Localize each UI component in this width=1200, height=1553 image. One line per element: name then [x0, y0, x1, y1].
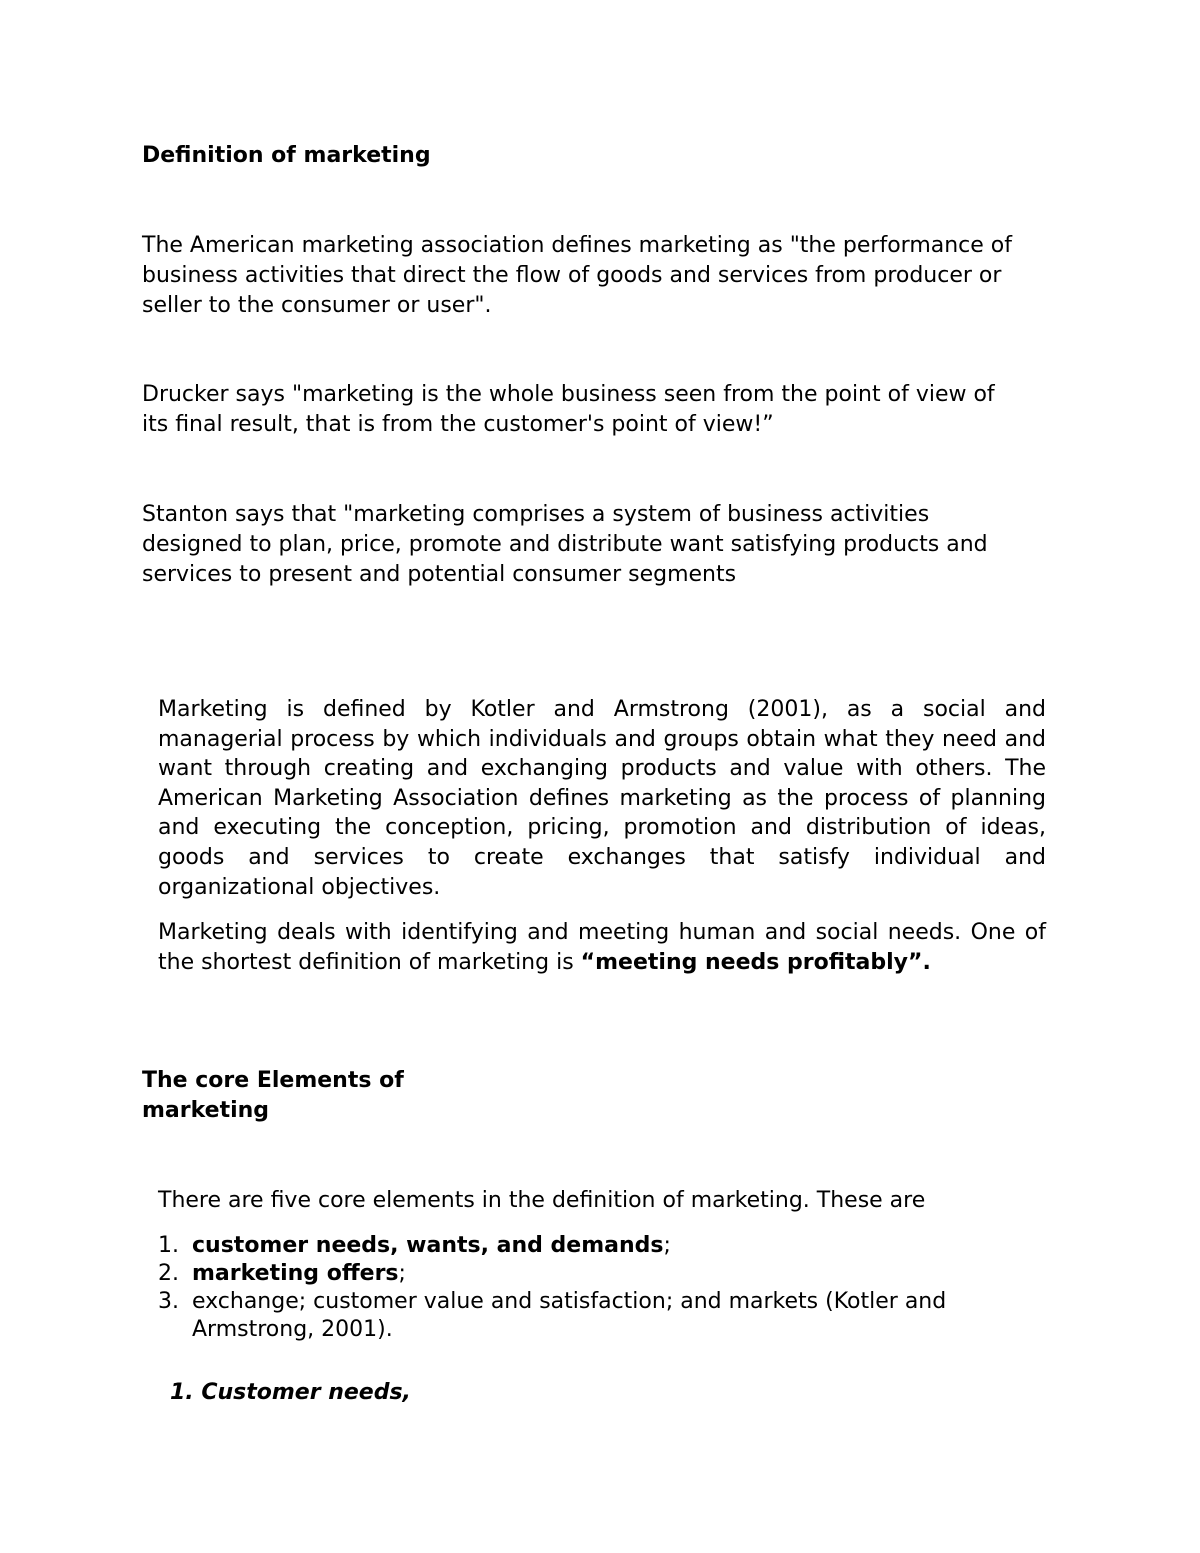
stanton-line-2: designed to plan, price, promote and distribute want satisfying products and — [142, 532, 988, 557]
stanton-line-3: services to present and potential consumer segments — [142, 562, 737, 587]
paragraph-kotler-definition: Marketing is defined by Kotler and Armstrong (2001), as a social and managerial process by which individuals and groups obtain what they need and want through creating and exchanging products and value with others. The American Marketing Association defines marketing as the process of planning and executing the conception, pricing, promotion and distribution of ideas, goods and services to create exchanges that satisfy individual and organizational objectives. — [158, 697, 1046, 900]
list-number: 3. — [158, 1289, 179, 1314]
heading-core-line-1: The core Elements of — [142, 1068, 404, 1093]
heading-definition: Definition of marketing — [142, 143, 431, 168]
list-rest-text: ; — [398, 1261, 406, 1286]
paragraph-meeting-needs — [158, 918, 1046, 977]
needs-text: Marketing deals with identifying and meeting human and social needs. One of the shortest definition of marketing is — [158, 920, 1046, 975]
drucker-line-2: its final result, that is from the customer's point of view!” — [142, 412, 774, 437]
list-rest-text: exchange; customer value and satisfaction; and markets (Kotler and Armstrong, 2001). — [192, 1289, 947, 1342]
list-bold-text: customer needs, wants, and demands — [192, 1233, 664, 1258]
core-elements-list — [158, 1232, 978, 1344]
stanton-line-1: Stanton says that "marketing comprises a system of business activities — [142, 502, 930, 527]
drucker-line-1: Drucker says "marketing is the whole business seen from the point of view of — [142, 382, 995, 407]
ama-line-3: seller to the consumer or user". — [142, 293, 492, 318]
paragraph-stanton-definition — [142, 500, 1082, 590]
paragraph-ama-definition — [142, 231, 1082, 321]
core-elements-intro: There are five core elements in the definition of marketing. These are — [158, 1188, 926, 1213]
list-item — [158, 1288, 978, 1344]
ama-line-1: The American marketing association defines marketing as "the performance of — [142, 233, 1012, 258]
paragraph-drucker-definition — [142, 380, 1082, 440]
list-text — [192, 1288, 978, 1344]
list-item — [158, 1232, 978, 1260]
list-number: 1. — [158, 1233, 179, 1258]
list-text — [192, 1232, 978, 1260]
list-item — [158, 1260, 978, 1288]
ama-line-2: business activities that direct the flow of goods and services from producer or — [142, 263, 1002, 288]
heading-core-line-2: marketing — [142, 1098, 270, 1123]
list-rest-text: ; — [663, 1233, 671, 1258]
needs-emphasis: “meeting needs profitably”. — [580, 949, 931, 975]
subheading-customer-needs: 1. Customer needs, — [170, 1380, 411, 1405]
heading-core-elements — [142, 1066, 404, 1126]
list-text — [192, 1260, 978, 1288]
list-number: 2. — [158, 1261, 179, 1286]
list-bold-text: marketing offers — [192, 1261, 399, 1286]
